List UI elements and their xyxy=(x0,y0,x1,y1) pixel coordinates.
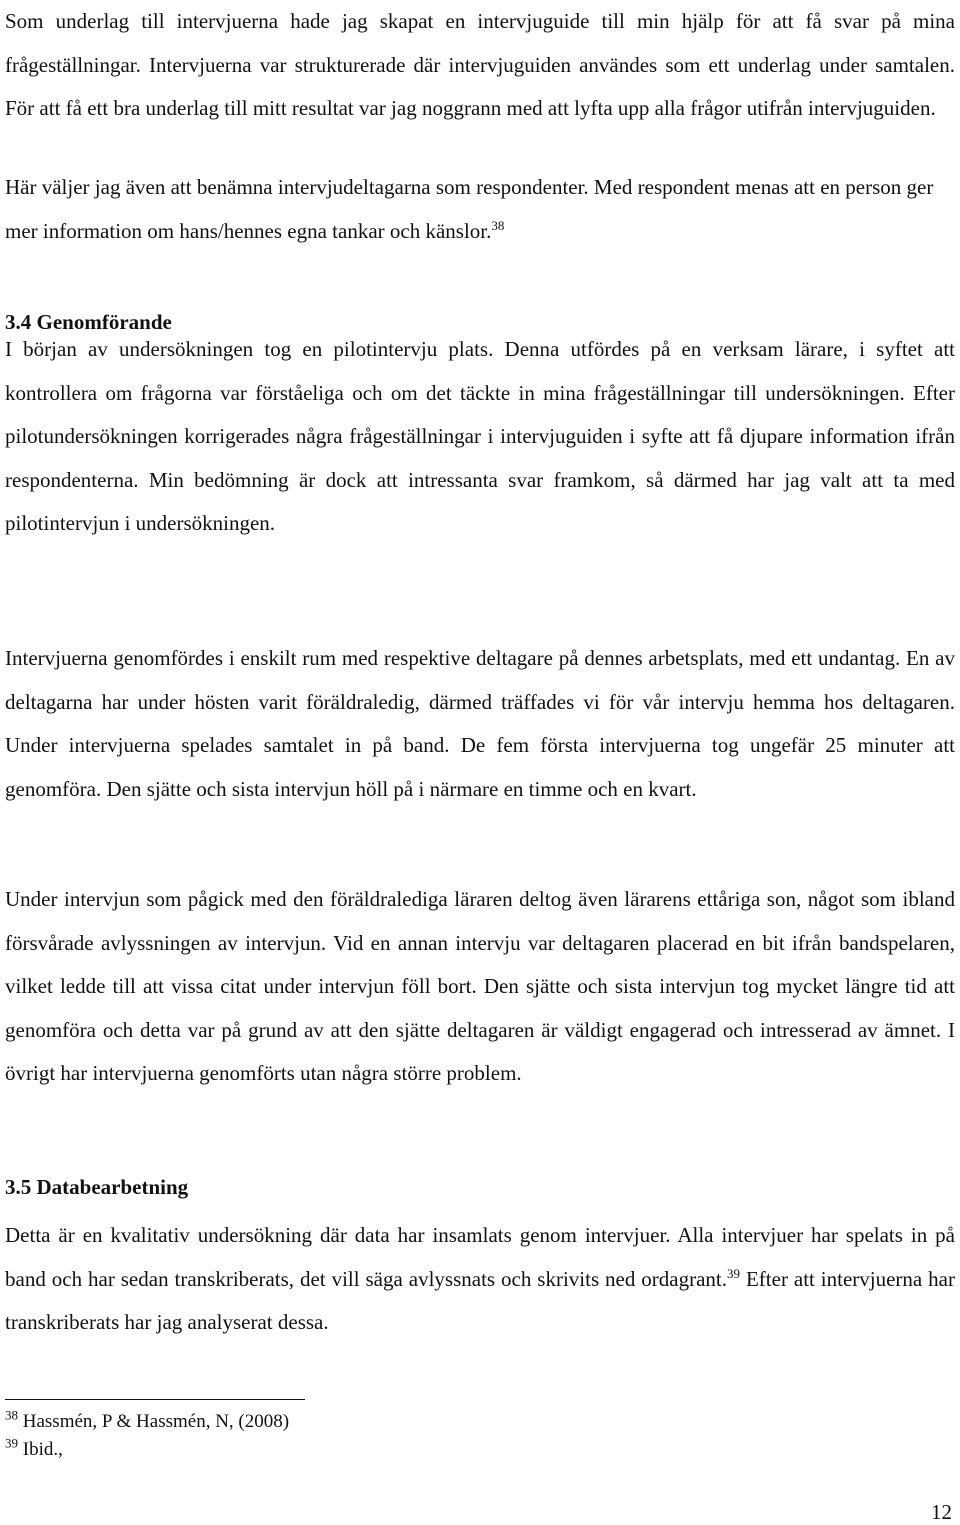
paragraph-genomfordes: Intervjuerna genomfördes i enskilt rum med respektive deltagare på dennes arbetsplats, med ett undantag. En av deltagarna har under hösten varit föräldraledig, därmed träffades vi för vår intervju hemma hos deltagaren. Under intervjuerna spelades samtalet in på band. De fem första intervjuerna tog ungefär 25 minuter att genomföra. Den sjätte och sista intervjun höll på i närmare en timme och en kvart. xyxy=(5,646,955,801)
paragraph-databearbetning xyxy=(5,1214,955,1345)
paragraph-intervjuguide: Som underlag till intervjuerna hade jag skapat en intervjuguide till min hjälp för att få svar på mina frågeställningar. Intervjuerna var strukturerade där intervjuguiden användes som ett underlag under samtalen. För att få ett bra underlag till mitt resultat var jag noggrann med att lyfta upp alla frågor utifrån intervjuguiden. xyxy=(5,9,955,121)
footnote-number: 38 xyxy=(5,1407,18,1423)
paragraph-respondenter-text: Här väljer jag även att benämna intervjudeltagarna som respondenter. Med respondent menas att en person ger mer information om hans/hennes egna tankar och känslor. xyxy=(5,175,934,243)
section-heading-genomforande: 3.4 Genomförande xyxy=(5,310,172,334)
paragraph-databearbetning-tail: Efter att intervjuerna har transkriberats har jag analyserat dessa. xyxy=(5,1266,955,1335)
paragraph-problem: Under intervjun som pågick med den föräldralediga läraren deltog även lärarens ettåriga son, något som ibland försvårade avlyssningen av intervjun. Vid en annan intervju var deltagaren placerad en bit ifrån bandspelaren, vilket ledde till att vissa citat under intervjun föll bort. Den sjätte och sista intervjun tog mycket längre tid att genomföra och detta var på grund av att den sjätte deltagaren är väldigt engagerad och intresserad av ämnet. I övrigt har intervjuerna genomförts utan några större problem. xyxy=(5,887,955,1086)
page-number: 12 xyxy=(931,1500,952,1524)
footnote-38 xyxy=(5,1407,290,1434)
footnote-text: Ibid., xyxy=(22,1439,63,1460)
footnote-text: Hassmén, P & Hassmén, N, (2008) xyxy=(22,1411,290,1432)
footnote-separator xyxy=(5,1399,305,1400)
footnote-ref-39: 39 xyxy=(727,1265,741,1281)
footnote-ref-38: 38 xyxy=(491,217,505,233)
paragraph-respondenter xyxy=(5,166,955,253)
paragraph-pilotintervju: I början av undersökningen tog en pilotintervju plats. Denna utfördes på en verksam lärare, i syftet att kontrollera om frågorna var förståeliga och om det täckte in mina frågeställningar till undersökningen. Efter pilotundersökningen korrigerades några frågeställningar i intervjuguiden i syfte att få djupare information ifrån respondenterna. Min bedömning är dock att intressanta svar framkom, så därmed har jag valt att ta med pilotintervjun i undersökningen. xyxy=(5,337,955,536)
footnote-39 xyxy=(5,1435,63,1462)
section-heading-databearbetning: 3.5 Databearbetning xyxy=(5,1175,189,1199)
paragraph-databearbetning-text: Detta är en kvalitativ undersökning där data har insamlats genom intervjuer. Alla intervjuer har spelats in på band och har sedan transkriberats, det vill säga avlyssnats och skrivits ned ordagrant. xyxy=(5,1223,955,1291)
footnote-number: 39 xyxy=(5,1435,18,1451)
